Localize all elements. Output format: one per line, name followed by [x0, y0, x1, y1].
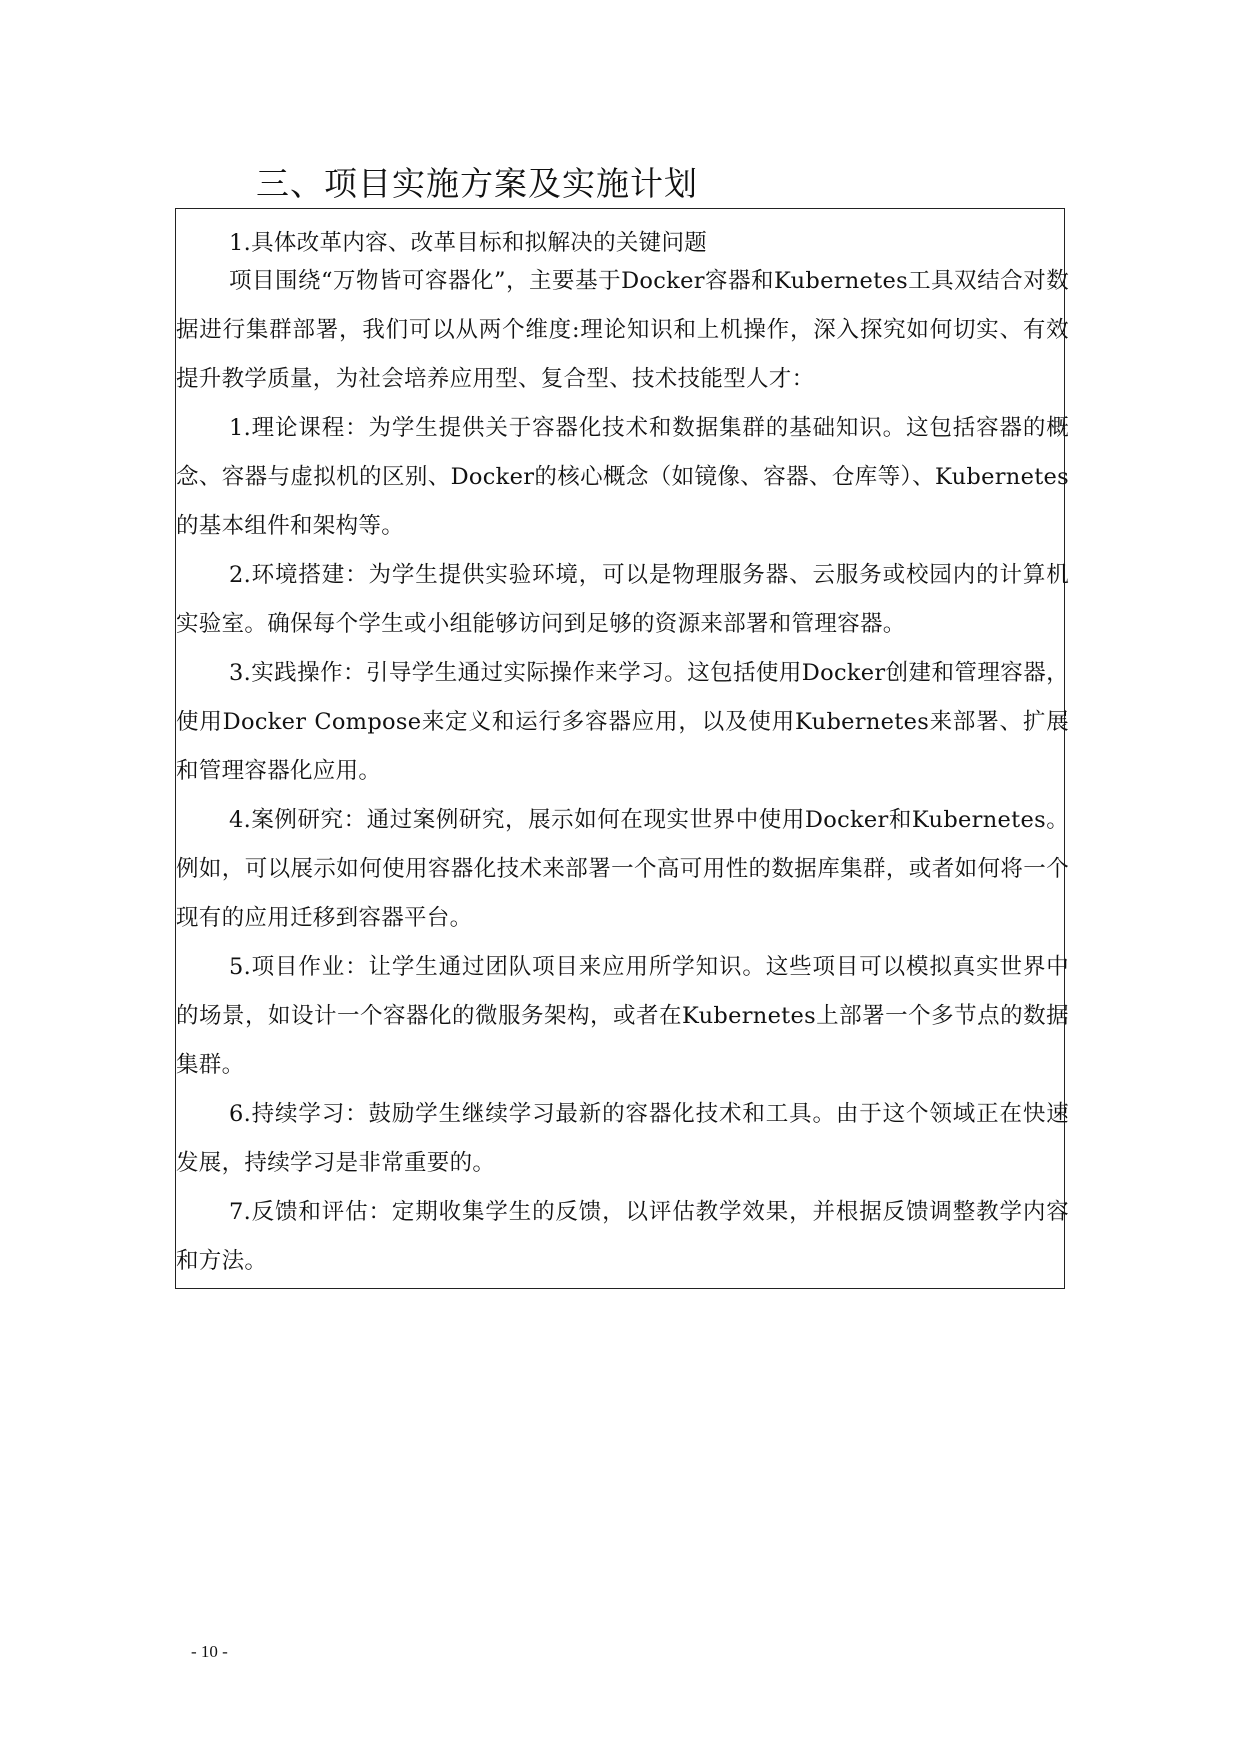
page-number: - 10 - [191, 1642, 228, 1661]
paragraph-practice: 3.实践操作：引导学生通过实际操作来学习。这包括使用Docker创建和管理容器，使用Docker Compose来定义和运行多容器应用，以及使用Kubernetes来部署、扩展和管理容器化应用。 [176, 660, 1069, 784]
section-title: 三、项目实施方案及实施计划 [256, 164, 698, 203]
paragraph-case-study: 4.案例研究：通过案例研究，展示如何在现实世界中使用Docker和Kubernetes。例如，可以展示如何使用容器化技术来部署一个高可用性的数据库集群，或者如何将一个现有的应用迁移到容器平台。 [176, 807, 1069, 931]
paragraph-project-work: 5.项目作业：让学生通过团队项目来应用所学知识。这些项目可以模拟真实世界中的场景，如设计一个容器化的微服务架构，或者在Kubernetes上部署一个多节点的数据集群。 [176, 954, 1069, 1078]
paragraph-feedback: 7.反馈和评估：定期收集学生的反馈，以评估教学效果，并根据反馈调整教学内容和方法。 [176, 1199, 1069, 1274]
paragraph-intro: 项目围绕“万物皆可容器化”，主要基于Docker容器和Kubernetes工具双结合对数据进行集群部署，我们可以从两个维度:理论知识和上机操作，深入探究如何切实、有效提升教学质量，为社会培养应用型、复合型、技术技能型人才： [176, 268, 1069, 392]
content-table-cell [175, 208, 1069, 1289]
paragraph-environment-setup: 2.环境搭建：为学生提供实验环境，可以是物理服务器、云服务或校园内的计算机实验室。确保每个学生或小组能够访问到足够的资源来部署和管理容器。 [176, 562, 1069, 637]
paragraph-continuous-learning: 6.持续学习：鼓励学生继续学习最新的容器化技术和工具。由于这个领域正在快速发展，持续学习是非常重要的。 [176, 1101, 1069, 1176]
paragraph-theory-course: 1.理论课程：为学生提供关于容器化技术和数据集群的基础知识。这包括容器的概念、容器与虚拟机的区别、Docker的核心概念（如镜像、容器、仓库等）、Kubernetes的基本组件和架构等。 [176, 415, 1069, 539]
subheading: 1.具体改革内容、改革目标和拟解决的关键问题 [229, 230, 708, 256]
